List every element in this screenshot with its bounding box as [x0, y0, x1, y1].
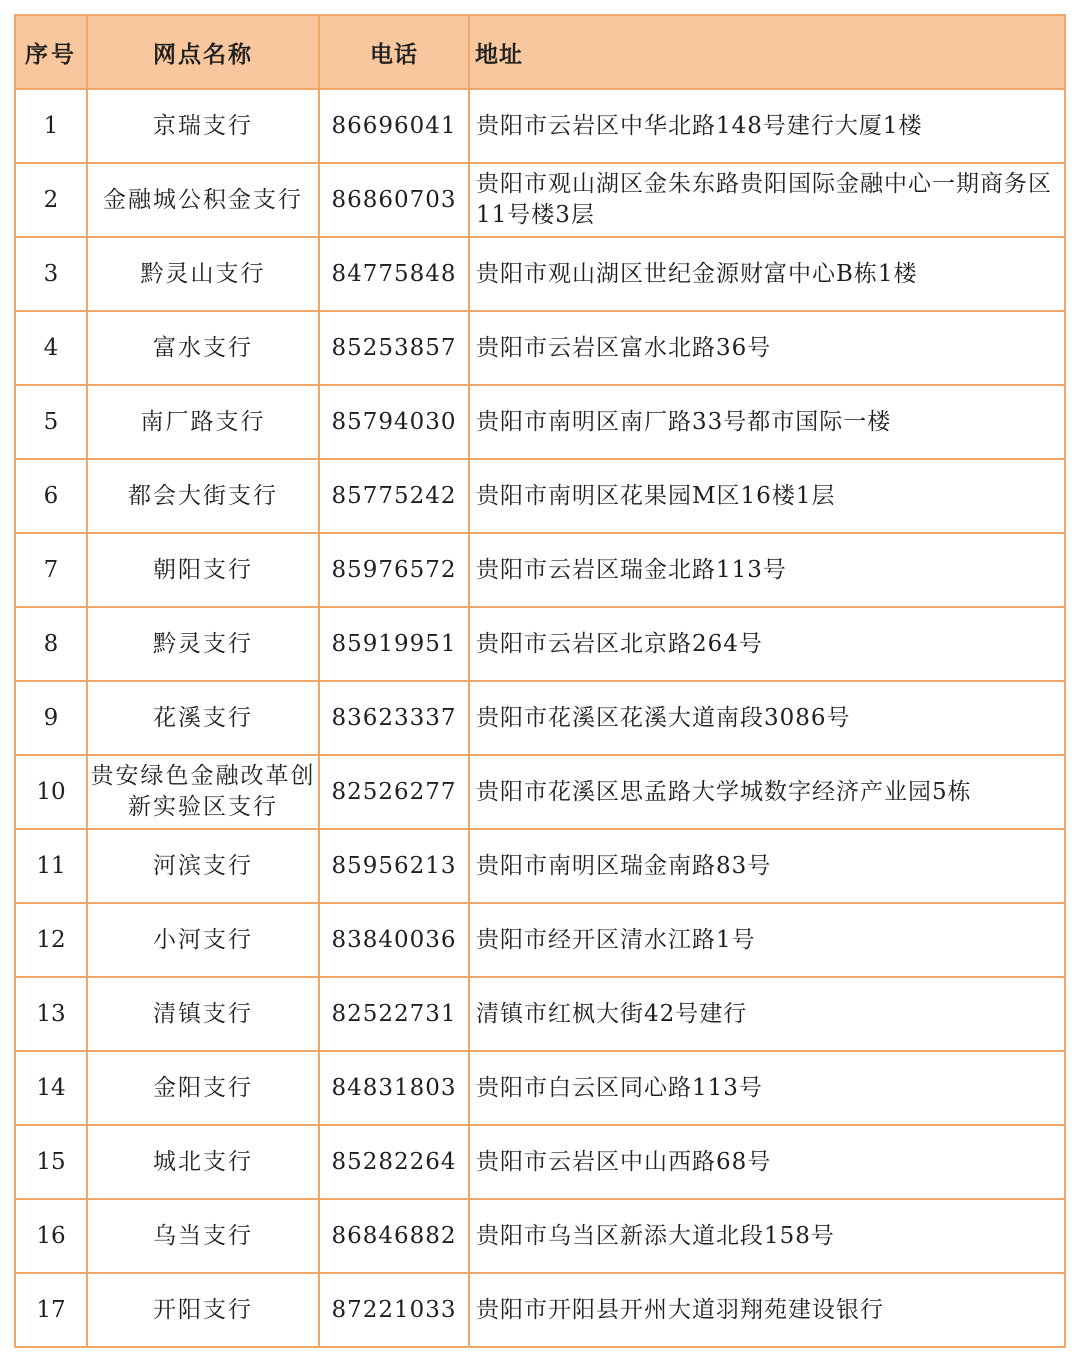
table-row [15, 1125, 1065, 1199]
row-branch-name: 贵安绿色金融改革创新实验区支行 [87, 755, 319, 829]
header-row [15, 15, 1065, 89]
header-address: 地址 [469, 15, 1065, 89]
table-row [15, 755, 1065, 829]
row-phone: 84831803 [319, 1051, 469, 1125]
row-phone: 83840036 [319, 903, 469, 977]
row-branch-name: 京瑞支行 [87, 89, 319, 163]
row-phone: 85794030 [319, 385, 469, 459]
row-branch-name: 城北支行 [87, 1125, 319, 1199]
row-index: 16 [15, 1199, 87, 1273]
table-row [15, 163, 1065, 237]
table-row [15, 533, 1065, 607]
row-phone: 85919951 [319, 607, 469, 681]
row-branch-name: 金阳支行 [87, 1051, 319, 1125]
row-address: 清镇市红枫大街42号建行 [469, 977, 1065, 1051]
row-address: 贵阳市花溪区花溪大道南段3086号 [469, 681, 1065, 755]
row-index: 1 [15, 89, 87, 163]
row-index: 8 [15, 607, 87, 681]
row-phone: 86696041 [319, 89, 469, 163]
row-branch-name: 乌当支行 [87, 1199, 319, 1273]
row-address: 贵阳市南明区南厂路33号都市国际一楼 [469, 385, 1065, 459]
row-phone: 84775848 [319, 237, 469, 311]
row-address: 贵阳市白云区同心路113号 [469, 1051, 1065, 1125]
table-row [15, 607, 1065, 681]
table-row [15, 385, 1065, 459]
row-branch-name: 河滨支行 [87, 829, 319, 903]
row-index: 6 [15, 459, 87, 533]
table-row [15, 977, 1065, 1051]
row-phone: 85282264 [319, 1125, 469, 1199]
row-address: 贵阳市云岩区北京路264号 [469, 607, 1065, 681]
row-phone: 82522731 [319, 977, 469, 1051]
row-index: 12 [15, 903, 87, 977]
table-body [15, 89, 1065, 1347]
row-address: 贵阳市花溪区思孟路大学城数字经济产业园5栋 [469, 755, 1065, 829]
row-index: 2 [15, 163, 87, 237]
row-branch-name: 黔灵山支行 [87, 237, 319, 311]
table-row [15, 459, 1065, 533]
table-row [15, 829, 1065, 903]
row-address: 贵阳市云岩区中山西路68号 [469, 1125, 1065, 1199]
row-index: 3 [15, 237, 87, 311]
row-address: 贵阳市乌当区新添大道北段158号 [469, 1199, 1065, 1273]
row-index: 13 [15, 977, 87, 1051]
row-address: 贵阳市南明区花果园M区16楼1层 [469, 459, 1065, 533]
row-phone: 86846882 [319, 1199, 469, 1273]
row-address: 贵阳市云岩区富水北路36号 [469, 311, 1065, 385]
row-index: 9 [15, 681, 87, 755]
table-row [15, 89, 1065, 163]
row-index: 5 [15, 385, 87, 459]
table-row [15, 903, 1065, 977]
header-phone: 电话 [319, 15, 469, 89]
table-header [15, 15, 1065, 89]
row-branch-name: 开阳支行 [87, 1273, 319, 1347]
row-branch-name: 小河支行 [87, 903, 319, 977]
row-phone: 85976572 [319, 533, 469, 607]
row-address: 贵阳市南明区瑞金南路83号 [469, 829, 1065, 903]
row-index: 17 [15, 1273, 87, 1347]
row-phone: 82526277 [319, 755, 469, 829]
row-address: 贵阳市云岩区瑞金北路113号 [469, 533, 1065, 607]
header-index: 序号 [15, 15, 87, 89]
branch-table-container [14, 14, 1066, 1348]
row-branch-name: 花溪支行 [87, 681, 319, 755]
row-address: 贵阳市观山湖区金朱东路贵阳国际金融中心一期商务区11号楼3层 [469, 163, 1065, 237]
table-row [15, 311, 1065, 385]
row-index: 7 [15, 533, 87, 607]
row-phone: 85956213 [319, 829, 469, 903]
header-branch-name: 网点名称 [87, 15, 319, 89]
row-index: 4 [15, 311, 87, 385]
row-address: 贵阳市云岩区中华北路148号建行大厦1楼 [469, 89, 1065, 163]
row-address: 贵阳市经开区清水江路1号 [469, 903, 1065, 977]
row-branch-name: 南厂路支行 [87, 385, 319, 459]
row-index: 15 [15, 1125, 87, 1199]
row-phone: 85253857 [319, 311, 469, 385]
row-phone: 85775242 [319, 459, 469, 533]
table-row [15, 681, 1065, 755]
row-phone: 86860703 [319, 163, 469, 237]
row-address: 贵阳市观山湖区世纪金源财富中心B栋1楼 [469, 237, 1065, 311]
row-branch-name: 清镇支行 [87, 977, 319, 1051]
row-address: 贵阳市开阳县开州大道羽翔苑建设银行 [469, 1273, 1065, 1347]
branch-table [14, 14, 1066, 1348]
row-index: 11 [15, 829, 87, 903]
table-row [15, 1051, 1065, 1125]
table-row [15, 1273, 1065, 1347]
table-row [15, 1199, 1065, 1273]
row-phone: 87221033 [319, 1273, 469, 1347]
row-branch-name: 黔灵支行 [87, 607, 319, 681]
row-index: 10 [15, 755, 87, 829]
row-phone: 83623337 [319, 681, 469, 755]
row-branch-name: 都会大街支行 [87, 459, 319, 533]
row-index: 14 [15, 1051, 87, 1125]
row-branch-name: 朝阳支行 [87, 533, 319, 607]
row-branch-name: 富水支行 [87, 311, 319, 385]
row-branch-name: 金融城公积金支行 [87, 163, 319, 237]
table-row [15, 237, 1065, 311]
